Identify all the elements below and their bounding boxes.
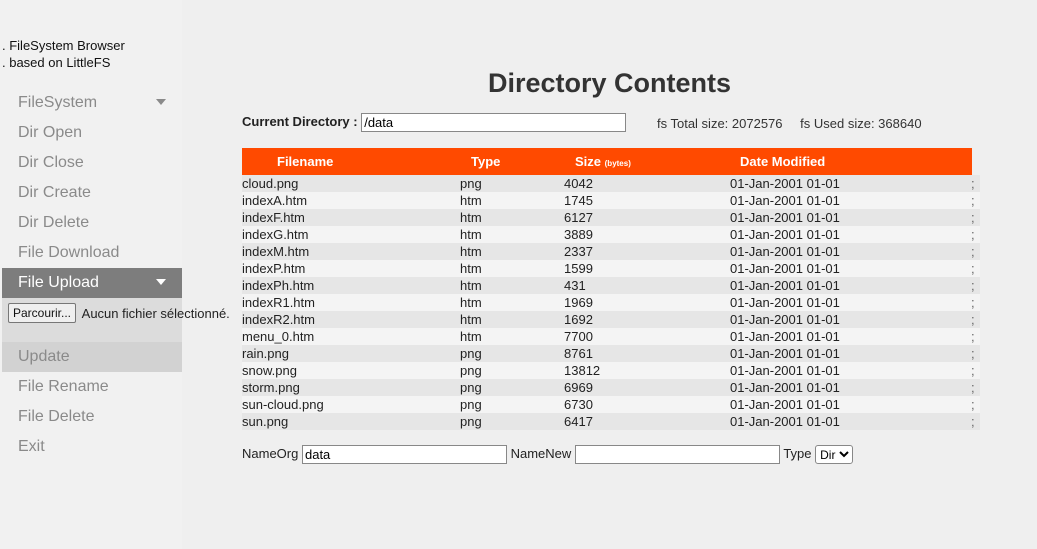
table-row[interactable] — [242, 192, 980, 209]
table-row[interactable] — [242, 226, 980, 243]
cell-filename: storm.png — [242, 380, 300, 395]
table-row[interactable] — [242, 345, 980, 362]
table-row[interactable] — [242, 260, 980, 277]
cell-date: 01-Jan-2001 01-01 — [730, 346, 840, 361]
chevron-down-icon — [156, 99, 166, 105]
table-row[interactable] — [242, 396, 980, 413]
menu-item-dir-delete[interactable]: Dir Delete — [18, 214, 90, 231]
cell-size: 431 — [564, 278, 586, 293]
cell-filename: indexM.htm — [242, 244, 310, 259]
cell-tail: ; — [971, 295, 975, 310]
fs-total-size: fs Total size: 2072576 — [657, 116, 783, 131]
cell-size: 1599 — [564, 261, 593, 276]
current-directory — [242, 113, 626, 132]
chevron-down-icon — [156, 279, 166, 285]
cell-filename: indexPh.htm — [242, 278, 315, 293]
table-row[interactable] — [242, 311, 980, 328]
cell-tail: ; — [971, 363, 975, 378]
cell-size: 13812 — [564, 363, 601, 378]
cell-size: 1745 — [564, 193, 593, 208]
type-label: Type — [783, 445, 812, 461]
name-new-input[interactable] — [575, 445, 780, 464]
fs-info — [657, 116, 936, 131]
cell-tail: ; — [971, 244, 975, 259]
cell-type: png — [460, 380, 482, 395]
cell-tail: ; — [971, 329, 975, 344]
cell-date: 01-Jan-2001 01-01 — [730, 176, 840, 191]
cell-date: 01-Jan-2001 01-01 — [730, 363, 840, 378]
page-title: Directory Contents — [487, 68, 732, 98]
cell-filename: snow.png — [242, 363, 297, 378]
brand-line-1: . FileSystem Browser — [2, 38, 125, 53]
cell-filename: sun.png — [242, 414, 289, 429]
cell-filename: menu_0.htm — [242, 329, 315, 344]
cell-size: 3889 — [564, 227, 593, 242]
cell-date: 01-Jan-2001 01-01 — [730, 397, 840, 412]
cell-filename: cloud.png — [242, 176, 299, 191]
browse-button[interactable]: Parcourir... — [8, 303, 76, 323]
cell-type: htm — [460, 210, 482, 225]
menu-item-file-delete[interactable]: File Delete — [18, 408, 95, 425]
cell-type: htm — [460, 278, 482, 293]
column-header-size-unit: (bytes) — [604, 159, 631, 168]
fs-used-size: fs Used size: 368640 — [800, 116, 922, 131]
cell-tail: ; — [971, 210, 975, 225]
type-select[interactable] — [815, 445, 853, 464]
cell-filename: rain.png — [242, 346, 289, 361]
table-row[interactable] — [242, 362, 980, 379]
column-header-size-label: Size — [575, 154, 602, 169]
cell-size: 6417 — [564, 414, 593, 429]
table-row[interactable] — [242, 175, 980, 192]
cell-type: png — [460, 176, 482, 191]
cell-tail: ; — [971, 227, 975, 242]
no-file-label: Aucun fichier sélectionné. — [81, 306, 230, 322]
cell-type: htm — [460, 244, 482, 259]
table-header — [242, 148, 972, 175]
sidebar — [0, 0, 230, 549]
name-org-label: NameOrg — [242, 445, 299, 461]
menu-item-label: File Upload — [18, 274, 99, 291]
cell-size: 8761 — [564, 346, 593, 361]
menu-item-file-rename[interactable]: File Rename — [18, 378, 109, 395]
cell-size: 6127 — [564, 210, 593, 225]
cell-type: png — [460, 346, 482, 361]
cell-tail: ; — [971, 380, 975, 395]
cell-size: 4042 — [564, 176, 593, 191]
menu-item-file-download[interactable]: File Download — [18, 244, 120, 261]
cell-tail: ; — [971, 278, 975, 293]
cell-filename: indexP.htm — [242, 261, 306, 276]
cell-filename: indexA.htm — [242, 193, 308, 208]
cell-type: htm — [460, 193, 482, 208]
table-row[interactable] — [242, 379, 980, 396]
cell-date: 01-Jan-2001 01-01 — [730, 414, 840, 429]
file-table-body — [242, 175, 980, 430]
cell-date: 01-Jan-2001 01-01 — [730, 210, 840, 225]
cell-filename: indexR1.htm — [242, 295, 315, 310]
cell-tail: ; — [971, 414, 975, 429]
table-row[interactable] — [242, 328, 980, 345]
cell-type: htm — [460, 312, 482, 327]
cell-size: 2337 — [564, 244, 593, 259]
cell-tail: ; — [971, 312, 975, 327]
table-row[interactable] — [242, 413, 980, 430]
cell-type: png — [460, 397, 482, 412]
menu-item-label: FileSystem — [18, 94, 98, 111]
cell-date: 01-Jan-2001 01-01 — [730, 380, 840, 395]
name-new-label: NameNew — [510, 445, 572, 461]
table-row[interactable] — [242, 294, 980, 311]
cell-tail: ; — [971, 346, 975, 361]
sidebar-menu — [2, 88, 230, 462]
cell-date: 01-Jan-2001 01-01 — [730, 261, 840, 276]
table-row[interactable] — [242, 209, 980, 226]
cell-size: 6969 — [564, 380, 593, 395]
table-row[interactable] — [242, 277, 980, 294]
table-row[interactable] — [242, 243, 980, 260]
cell-size: 7700 — [564, 329, 593, 344]
menu-item-file-upload[interactable] — [2, 268, 182, 298]
cell-date: 01-Jan-2001 01-01 — [730, 329, 840, 344]
update-button[interactable]: Update — [2, 342, 182, 372]
cell-tail: ; — [971, 261, 975, 276]
cell-date: 01-Jan-2001 01-01 — [730, 295, 840, 310]
column-header-filename: Filename — [277, 154, 334, 169]
cell-date: 01-Jan-2001 01-01 — [730, 278, 840, 293]
cell-filename: indexF.htm — [242, 210, 305, 225]
cell-filename: indexR2.htm — [242, 312, 315, 327]
cell-type: htm — [460, 261, 482, 276]
current-directory-input[interactable] — [361, 113, 626, 132]
cell-date: 01-Jan-2001 01-01 — [730, 227, 840, 242]
cell-tail: ; — [971, 193, 975, 208]
upload-panel — [2, 298, 230, 342]
brand-line-2: . based on LittleFS — [2, 55, 111, 70]
cell-type: png — [460, 414, 482, 429]
brand — [2, 37, 125, 71]
cell-date: 01-Jan-2001 01-01 — [730, 193, 840, 208]
current-directory-label: Current Directory : — [242, 113, 358, 129]
file-input — [8, 303, 230, 323]
cell-date: 01-Jan-2001 01-01 — [730, 244, 840, 259]
cell-type: png — [460, 363, 482, 378]
cell-type: htm — [460, 295, 482, 310]
column-header-type: Type — [471, 154, 501, 169]
menu-item-dir-close[interactable]: Dir Close — [18, 154, 84, 171]
cell-tail: ; — [971, 397, 975, 412]
name-org-input[interactable] — [302, 445, 507, 464]
menu-item-dir-open[interactable]: Dir Open — [18, 124, 83, 141]
cell-type: htm — [460, 227, 482, 242]
cell-size: 1692 — [564, 312, 593, 327]
menu-item-exit[interactable]: Exit — [18, 438, 45, 455]
cell-type: htm — [460, 329, 482, 344]
menu-item-filesystem[interactable] — [2, 88, 182, 118]
cell-filename: indexG.htm — [242, 227, 309, 242]
cell-size: 1969 — [564, 295, 593, 310]
cell-date: 01-Jan-2001 01-01 — [730, 312, 840, 327]
cell-size: 6730 — [564, 397, 593, 412]
column-header-date: Date Modified — [740, 154, 826, 169]
menu-item-dir-create[interactable]: Dir Create — [18, 184, 91, 201]
column-header-size — [575, 154, 631, 169]
rename-form — [242, 445, 853, 464]
cell-tail: ; — [971, 176, 975, 191]
cell-filename: sun-cloud.png — [242, 397, 324, 412]
